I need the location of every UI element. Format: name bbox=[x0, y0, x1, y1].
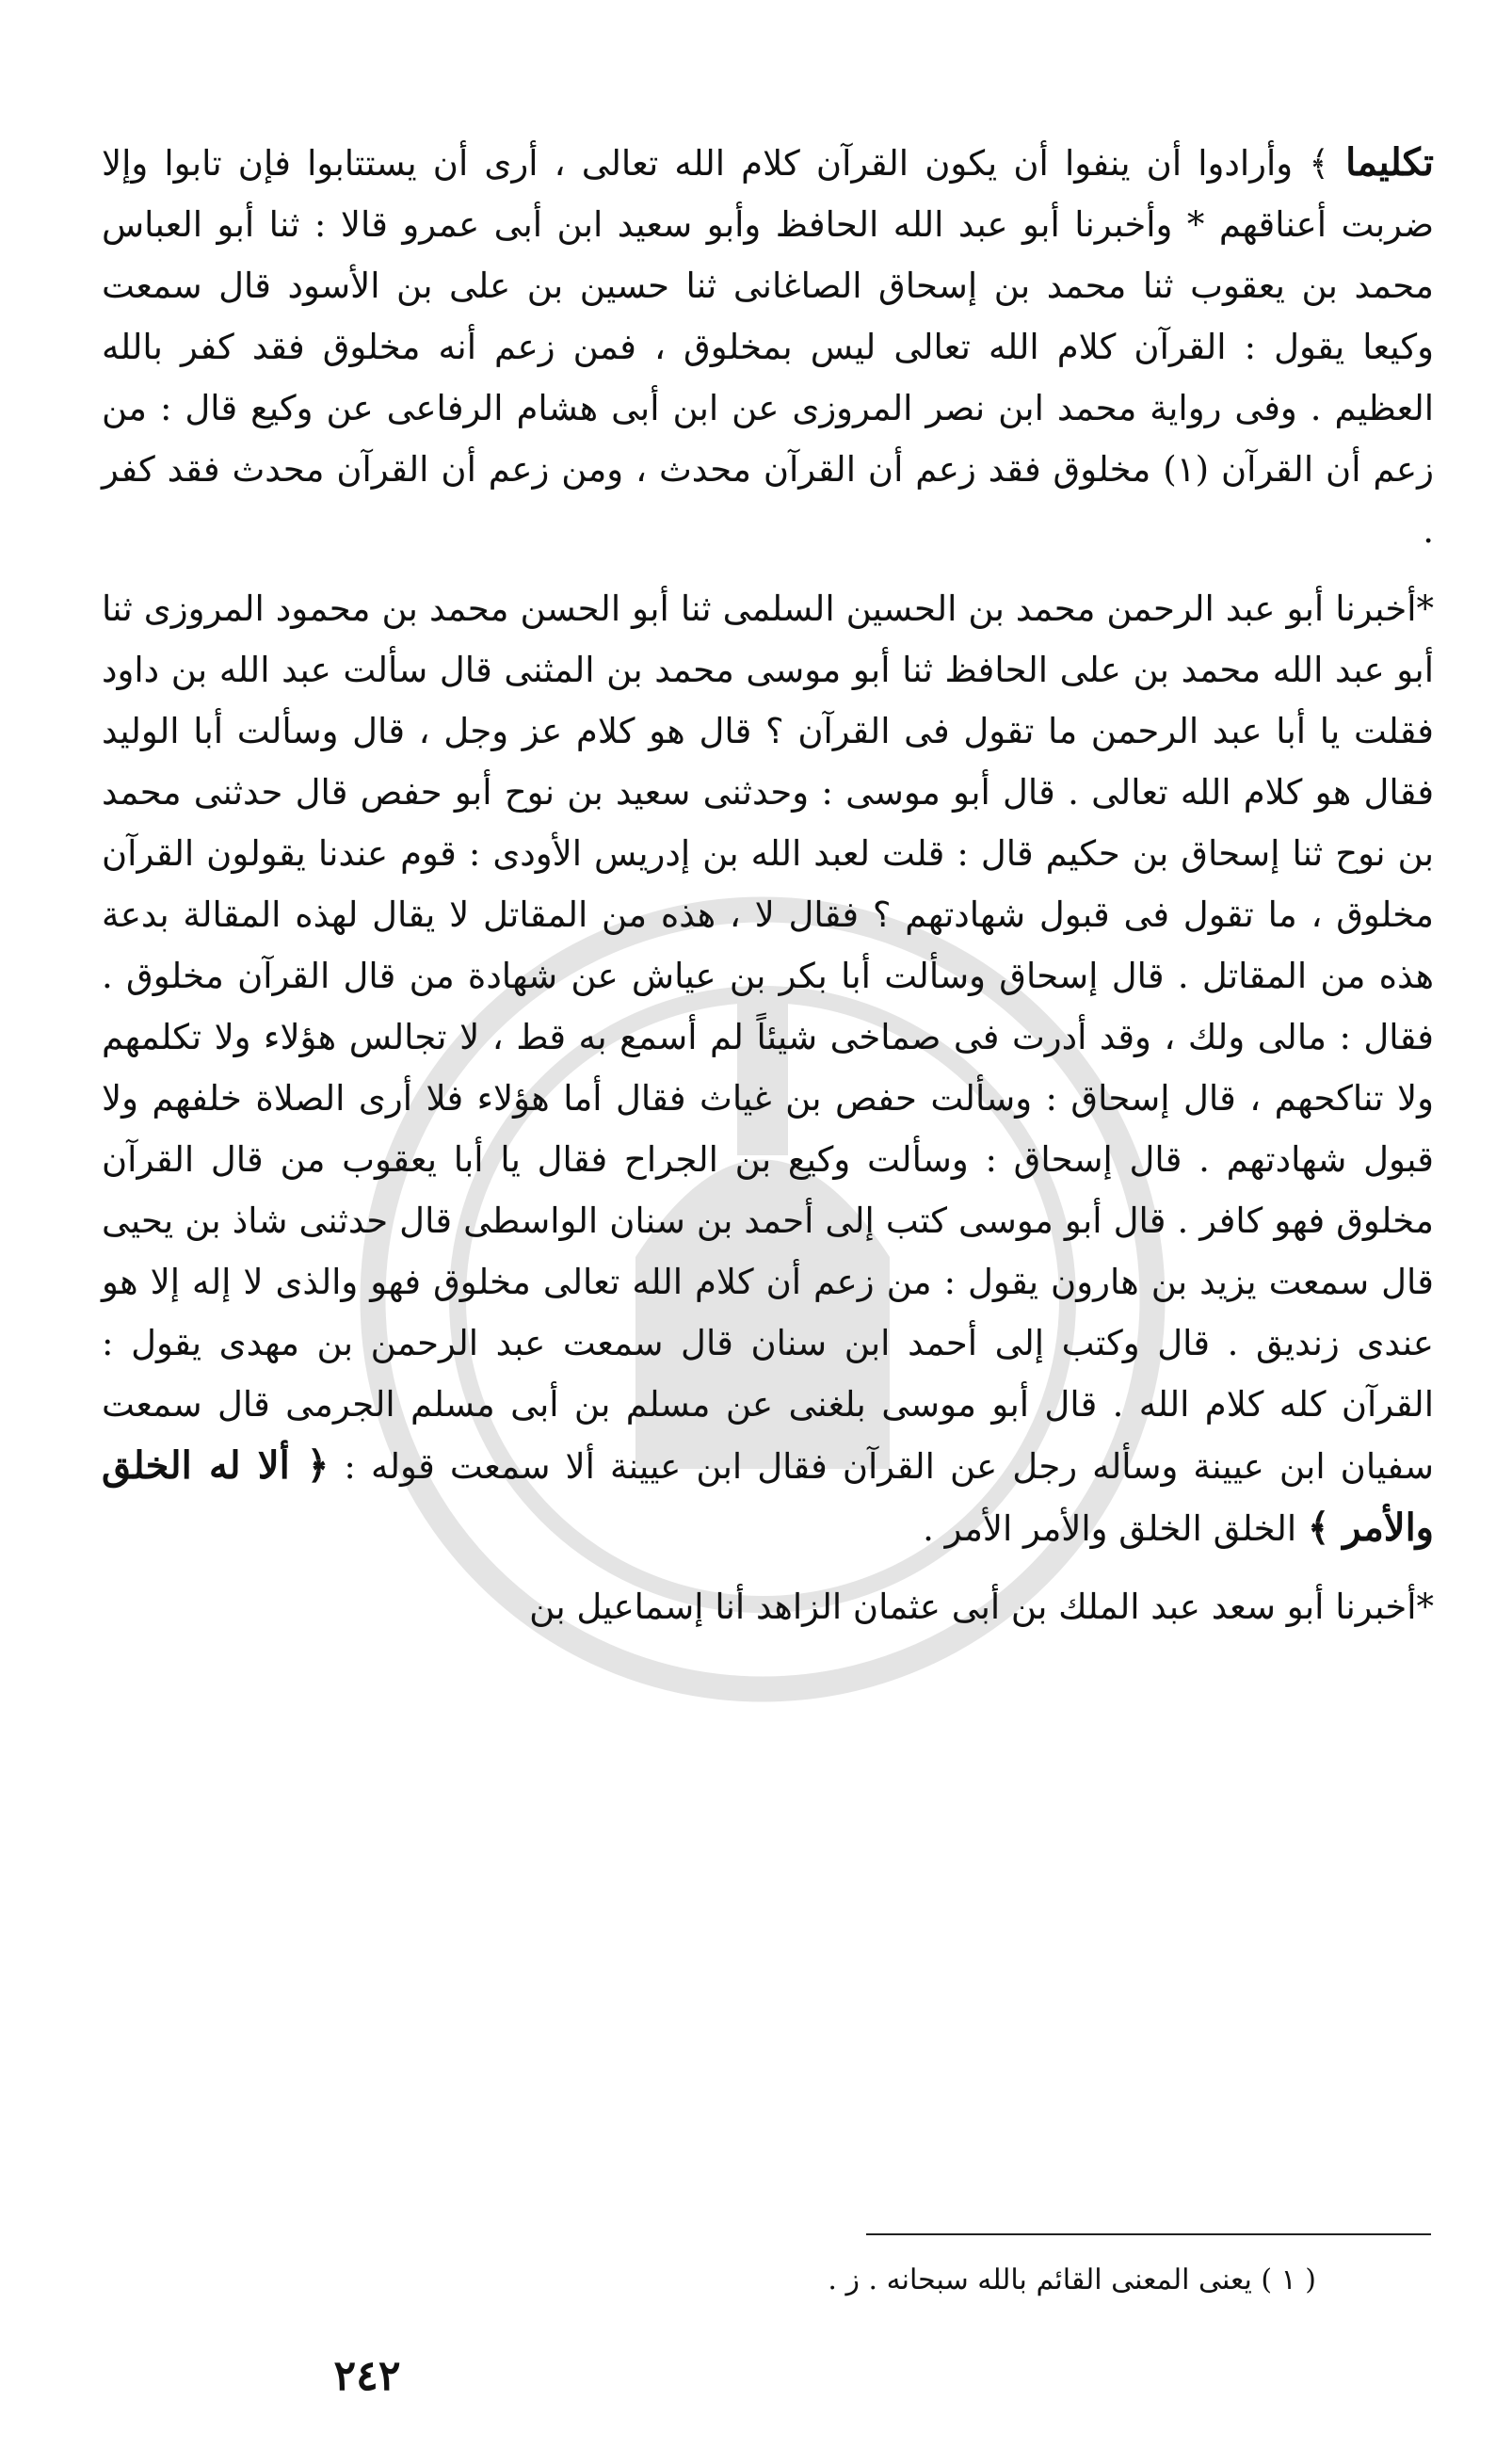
footnote: ( ١ ) يعنى المعنى القائم بالله سبحانه . ز . bbox=[828, 2264, 1316, 2296]
paragraph-1-text: ﴾ وأرادوا أن ينفوا أن يكون القرآن كلام الله تعالى ، أرى أن يستتابوا فإن تابوا وإلا ضربت أعناقهم * وأخبرنا أبو عبد الله الحافظ وأبو سعيد ابن أبى عمرو قالا : ثنا أبو العباس محمد بن يعقوب ثنا محمد بن إسحاق الصاغانى ثنا حسين بن على بن الأسود قال سمعت وكيعا يقول : القرآن كلام الله تعالى ليس بمخلوق ، فمن زعم أنه مخلوق فقد كفر بالله العظيم . وفى رواية محمد ابن نصر المروزى عن ابن أبى هشام الرفاعى عن وكيع قال : من زعم أن القرآن (١) مخلوق فقد زعم أن القرآن محدث ، ومن زعم أن القرآن محدث فقد كفر . bbox=[102, 143, 1434, 551]
quran-word-bold: تكليما bbox=[1345, 140, 1434, 185]
page-number: ٢٤٢ bbox=[333, 2352, 401, 2400]
paragraph-3 bbox=[102, 1576, 1434, 1637]
main-text bbox=[102, 132, 1434, 1637]
paragraph-1 bbox=[102, 132, 1434, 561]
footnote-divider bbox=[866, 2233, 1431, 2235]
paragraph-2 bbox=[102, 578, 1434, 1559]
quran-verse-bold: ﴿ ألا له الخلق والأمر ﴾ bbox=[102, 1443, 1434, 1550]
paragraph-3-text: *أخبرنا أبو سعد عبد الملك بن أبى عثمان الزاهد أنا إسماعيل بن bbox=[529, 1587, 1434, 1627]
paragraph-2-text: *أخبرنا أبو عبد الرحمن محمد بن الحسين السلمى ثنا أبو الحسن محمد بن محمود المروزى ثنا أبو عبد الله محمد بن على الحافظ ثنا أبو موسى محمد بن المثنى قال سألت عبد الله بن داود فقلت يا أبا عبد الرحمن ما تقول فى القرآن ؟ قال هو كلام عز وجل ، قال وسألت أبا الوليد فقال هو كلام الله تعالى . قال أبو موسى : وحدثنى سعيد بن نوح أبو حفص قال حدثنى محمد بن نوح ثنا إسحاق بن حكيم قال : قلت لعبد الله بن إدريس الأودى : قوم عندنا يقولون القرآن مخلوق ، ما تقول فى قبول شهادتهم ؟ فقال لا ، هذه من المقاتل لا يقال لهذه المقالة بدعة هذه من المقاتل . قال إسحاق وسألت أبا بكر بن عياش عن شهادة من قال القرآن مخلوق . فقال : مالى ولك ، وقد أدرت فى صماخى شيئاً لم أسمع به قط ، لا تجالس هؤلاء ولا تكلمهم ولا تناكحهم ، قال إسحاق : وسألت حفص بن غياث فقال أما هؤلاء فلا أرى الصلاة خلفهم ولا قبول شهادتهم . قال إسحاق : وسألت وكيع بن الجراح فقال يا أبا يعقوب من قال القرآن مخلوق فهو كافر . قال أبو موسى كتب إلى أحمد بن سنان الواسطى قال حدثنى شاذ بن يحيى قال سمعت يزيد بن هارون يقول : من زعم أن كلام الله تعالى مخلوق فهو والذى لا إله إلا هو عندى زنديق . قال وكتب إلى أحمد ابن سنان قال سمعت عبد الرحمن بن مهدى يقول : القرآن كله كلام الله . قال أبو موسى بلغنى عن مسلم بن أبى مسلم الجرمى قال سمعت سفيان ابن عيينة وسأله رجل عن القرآن فقال ابن عيينة ألا سمعت قوله : bbox=[102, 588, 1435, 1487]
paragraph-2-text-end: الخلق الخلق والأمر الأمر . bbox=[923, 1508, 1308, 1549]
